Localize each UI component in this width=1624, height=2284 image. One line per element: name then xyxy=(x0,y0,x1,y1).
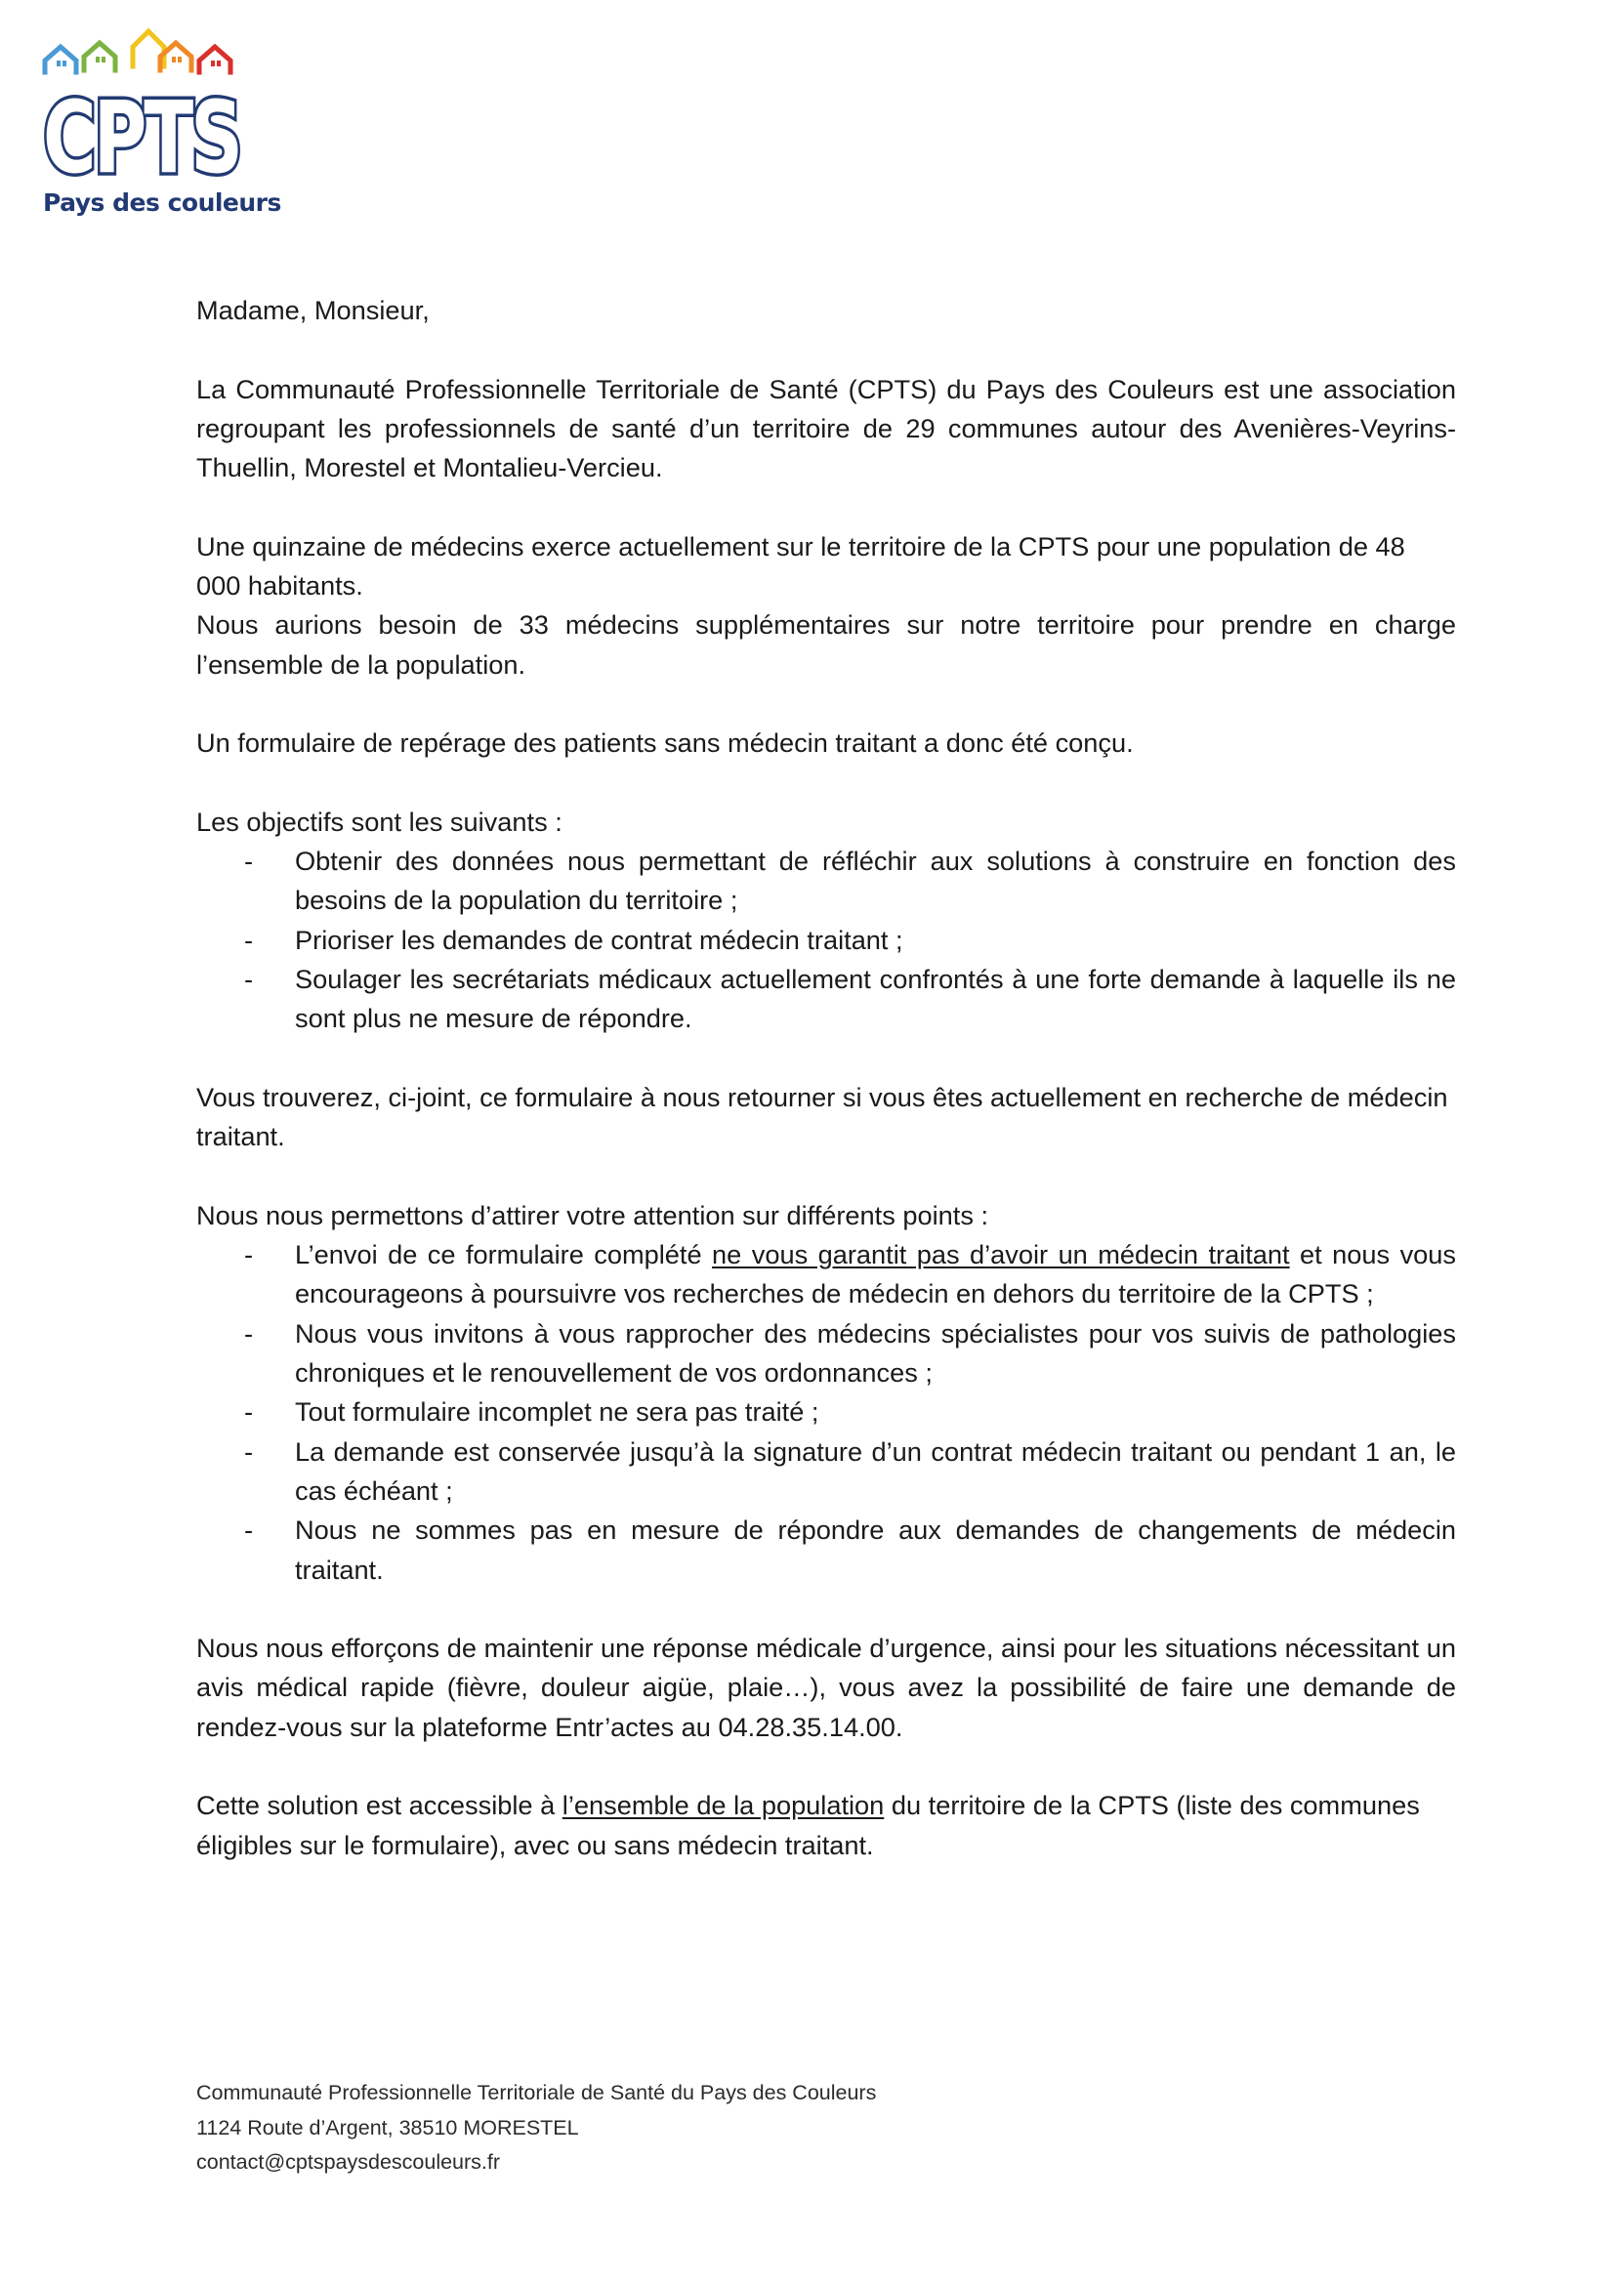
objectives-title: Les objectifs sont les suivants : xyxy=(196,806,562,837)
access-text-before: Cette solution est accessible à xyxy=(196,1790,562,1821)
list-item-text: Nous vous invitons à vous rapprocher des médecins spécialistes pour vos suivis de pathologies chroniques et le renouvellement de vos ordonnances ; xyxy=(295,1317,1456,1389)
access-paragraph xyxy=(196,1786,1456,1865)
point1-text-before: L’envoi de ce formulaire complété xyxy=(295,1239,713,1270)
list-item xyxy=(196,1235,1456,1314)
points-list xyxy=(196,1235,1456,1590)
list-item-text: Tout formulaire incomplet ne sera pas traité ; xyxy=(295,1396,819,1428)
list-dash: - xyxy=(244,1515,254,1546)
list-item xyxy=(196,1433,1456,1512)
objectives-list xyxy=(196,842,1456,1038)
logo-wordmark: CPTS xyxy=(43,80,240,196)
footer-address: 1124 Route d’Argent, 38510 MORESTEL xyxy=(196,2115,579,2139)
urgency-paragraph: Nous nous efforçons de maintenir une réponse médicale d’urgence, ainsi pour les situations nécessitant un avis médical rapide (fièvre, douleur aigüe, plaie…), vous avez la possibilité de faire une demande de rendez-vous sur la plateforme Entr’actes au 04.28.35.14.00. xyxy=(196,1633,1456,1742)
list-dash: - xyxy=(244,964,254,995)
list-dash: - xyxy=(244,1435,254,1467)
points-title: Nous nous permettons d’attirer votre attention sur différents points : xyxy=(196,1199,989,1230)
form-return-paragraph: Vous trouverez, ci-joint, ce formulaire à nous retourner si vous êtes actuellement en recherche de médecin traitant. xyxy=(196,1081,1448,1152)
doctors-count-paragraph: Une quinzaine de médecins exerce actuellement sur le territoire de la CPTS pour une population de 48 000 habitants. xyxy=(196,530,1405,602)
list-item xyxy=(196,921,1456,960)
list-item-text: Soulager les secrétariats médicaux actuellement confrontés à une forte demande à laquelle ils ne sont plus ne mesure de répondre. xyxy=(295,964,1456,1034)
list-item-text: Prioriser les demandes de contrat médecin traitant ; xyxy=(295,924,903,955)
list-dash: - xyxy=(244,1396,254,1428)
list-item-text: La demande est conservée jusqu’à la signature d’un contrat médecin traitant ou pendant 1 an, le cas échéant ; xyxy=(295,1435,1456,1506)
intro-paragraph: La Communauté Professionnelle Territoriale de Santé (CPTS) du Pays des Couleurs est une association regroupant les professionnels de santé d’un territoire de 29 communes autour des Avenières-Veyrins-Thuellin, Morestel et Montalieu-Vercieu. xyxy=(196,373,1456,483)
cpts-logo xyxy=(39,27,281,232)
list-dash: - xyxy=(244,846,254,877)
footer-organization: Communauté Professionnelle Territoriale de Santé du Pays des Couleurs xyxy=(196,2081,877,2104)
letter-body xyxy=(196,291,1456,1904)
form-intro-paragraph: Un formulaire de repérage des patients sans médecin traitant a donc été conçu. xyxy=(196,727,1134,759)
list-item xyxy=(196,960,1456,1039)
doctors-needed-paragraph: Nous aurions besoin de 33 médecins supplémentaires sur notre territoire pour prendre en charge l’ensemble de la population. xyxy=(196,609,1456,680)
letter-footer xyxy=(196,2076,876,2180)
list-dash: - xyxy=(244,1317,254,1349)
list-item-text: Nous ne sommes pas en mesure de répondre aux demandes de changements de médecin traitant. xyxy=(295,1515,1456,1585)
point1-text-after: et nous vous encourageons à poursuivre vos recherches de médecin en dehors du territoire de la CPTS ; xyxy=(295,1239,1456,1309)
list-item xyxy=(196,1511,1456,1590)
list-item xyxy=(196,1314,1456,1393)
access-text-underlined: l’ensemble de la population xyxy=(562,1790,885,1821)
point1-text-underlined: ne vous garantit pas d’avoir un médecin traitant xyxy=(712,1239,1290,1270)
footer-email[interactable]: contact@cptspaysdescouleurs.fr xyxy=(196,2150,501,2174)
cpts-logo-mark xyxy=(39,27,249,196)
list-item xyxy=(196,842,1456,921)
roof-light-blue xyxy=(45,47,76,72)
list-dash: - xyxy=(244,924,254,955)
access-text-after: du territoire de la CPTS (liste des communes éligibles sur le formulaire), avec ou sans médecin traitant. xyxy=(196,1790,1420,1860)
salutation: Madame, Monsieur, xyxy=(196,295,430,325)
roof-red xyxy=(199,47,230,72)
logo-subtitle: Pays des couleurs xyxy=(43,188,281,217)
list-item xyxy=(196,1392,1456,1432)
list-dash: - xyxy=(244,1239,254,1270)
list-item-text: Obtenir des données nous permettant de réfléchir aux solutions à construire en fonction des besoins de la population du territoire ; xyxy=(295,846,1456,916)
